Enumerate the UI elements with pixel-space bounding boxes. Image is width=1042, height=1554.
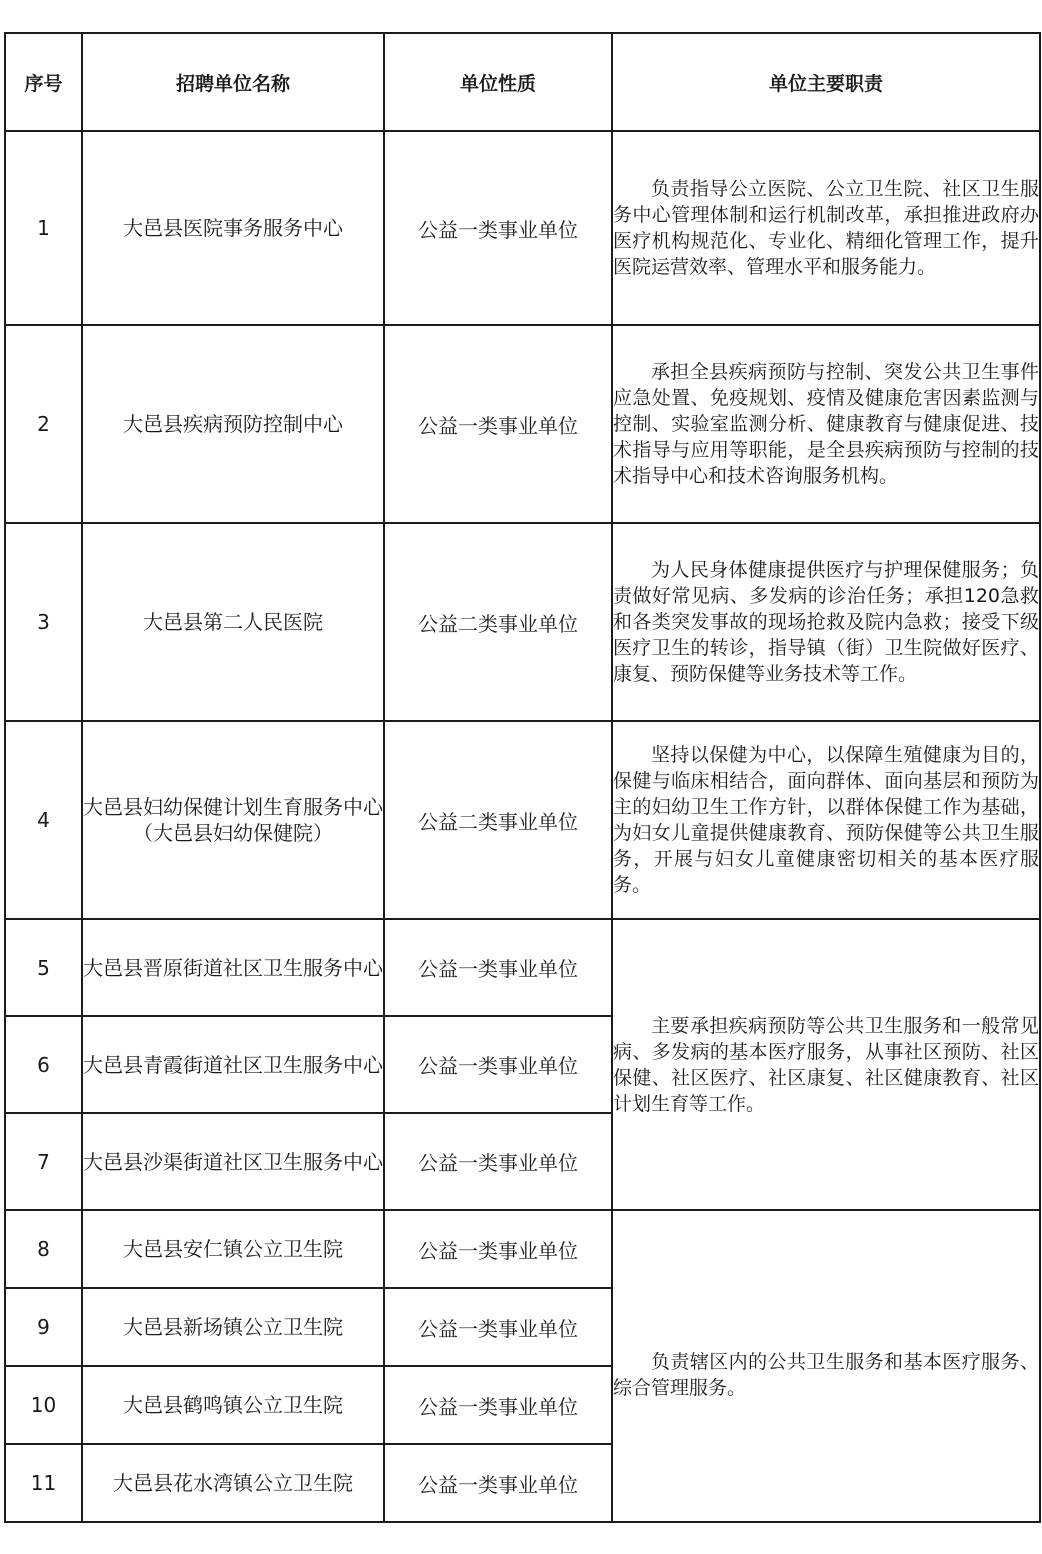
unit-type: 公益一类事业单位 xyxy=(384,1016,612,1113)
unit-name: 大邑县沙渠街道社区卫生服务中心 xyxy=(82,1113,384,1210)
table-row xyxy=(5,1210,1040,1288)
row-number: 1 xyxy=(5,131,82,325)
row-number: 10 xyxy=(5,1366,82,1444)
table-row xyxy=(5,919,1040,1016)
shared-duty-cell xyxy=(612,919,1040,1210)
unit-duty-cell xyxy=(612,325,1040,523)
unit-name: 大邑县安仁镇公立卫生院 xyxy=(82,1210,384,1288)
unit-name: 大邑县第二人民医院 xyxy=(82,523,384,721)
header-unit-name: 招聘单位名称 xyxy=(82,33,384,131)
table-row xyxy=(5,523,1040,721)
row-number: 4 xyxy=(5,721,82,919)
unit-name: 大邑县青霞街道社区卫生服务中心 xyxy=(82,1016,384,1113)
units-table xyxy=(4,32,1041,1523)
table-header-row xyxy=(5,33,1040,131)
unit-name: 大邑县妇幼保健计划生育服务中心（大邑县妇幼保健院） xyxy=(82,721,384,919)
unit-duty-cell xyxy=(612,523,1040,721)
shared-duty-cell xyxy=(612,1210,1040,1522)
unit-duty: 坚持以保健为中心，以保障生殖健康为目的，保健与临床相结合，面向群体、面向基层和预防为主的妇幼卫生工作方针，以群体保健工作为基础，为妇女儿童提供健康教育、预防保健等公共卫生服务，开展与妇女儿童健康密切相关的基本医疗服务。 xyxy=(613,744,1039,896)
unit-type: 公益一类事业单位 xyxy=(384,325,612,523)
row-number: 6 xyxy=(5,1016,82,1113)
unit-duty: 为人民身体健康提供医疗与护理保健服务；负责做好常见病、多发病的诊治任务；承担120急救和各类突发事故的现场抢救及院内急救；接受下级医疗卫生的转诊，指导镇（街）卫生院做好医疗、康复、预防保健等业务技术等工作。 xyxy=(613,559,1039,685)
row-number: 5 xyxy=(5,919,82,1016)
unit-duty-cell xyxy=(612,131,1040,325)
unit-type: 公益一类事业单位 xyxy=(384,1288,612,1366)
header-no: 序号 xyxy=(5,33,82,131)
row-number: 2 xyxy=(5,325,82,523)
unit-name: 大邑县疾病预防控制中心 xyxy=(82,325,384,523)
table-row xyxy=(5,131,1040,325)
row-number: 3 xyxy=(5,523,82,721)
unit-type: 公益二类事业单位 xyxy=(384,523,612,721)
unit-name: 大邑县鹤鸣镇公立卫生院 xyxy=(82,1366,384,1444)
unit-type: 公益一类事业单位 xyxy=(384,1366,612,1444)
table-row xyxy=(5,721,1040,919)
unit-name: 大邑县花水湾镇公立卫生院 xyxy=(82,1444,384,1522)
unit-type: 公益一类事业单位 xyxy=(384,1444,612,1522)
unit-type: 公益一类事业单位 xyxy=(384,919,612,1016)
header-unit-duty: 单位主要职责 xyxy=(612,33,1040,131)
unit-name: 大邑县晋原街道社区卫生服务中心 xyxy=(82,919,384,1016)
shared-duty-township: 负责辖区内的公共卫生服务和基本医疗服务、综合管理服务。 xyxy=(613,1351,1039,1399)
row-number: 7 xyxy=(5,1113,82,1210)
row-number: 8 xyxy=(5,1210,82,1288)
unit-name: 大邑县医院事务服务中心 xyxy=(82,131,384,325)
unit-duty: 承担全县疾病预防与控制、突发公共卫生事件应急处置、免疫规划、疫情及健康危害因素监测与控制、实验室监测分析、健康教育与健康促进、技术指导与应用等职能，是全县疾病预防与控制的技术指导中心和技术咨询服务机构。 xyxy=(613,361,1039,487)
unit-duty-cell xyxy=(612,721,1040,919)
unit-name: 大邑县新场镇公立卫生院 xyxy=(82,1288,384,1366)
unit-type: 公益二类事业单位 xyxy=(384,721,612,919)
table-row xyxy=(5,325,1040,523)
row-number: 11 xyxy=(5,1444,82,1522)
shared-duty-community: 主要承担疾病预防等公共卫生服务和一般常见病、多发病的基本医疗服务，从事社区预防、社区保健、社区医疗、社区康复、社区健康教育、社区计划生育等工作。 xyxy=(613,1014,1039,1115)
unit-duty: 负责指导公立医院、公立卫生院、社区卫生服务中心管理体制和运行机制改革，承担推进政府办医疗机构规范化、专业化、精细化管理工作，提升医院运营效率、管理水平和服务能力。 xyxy=(613,178,1039,278)
unit-type: 公益一类事业单位 xyxy=(384,1210,612,1288)
row-number: 9 xyxy=(5,1288,82,1366)
unit-type: 公益一类事业单位 xyxy=(384,1113,612,1210)
unit-type: 公益一类事业单位 xyxy=(384,131,612,325)
header-unit-type: 单位性质 xyxy=(384,33,612,131)
